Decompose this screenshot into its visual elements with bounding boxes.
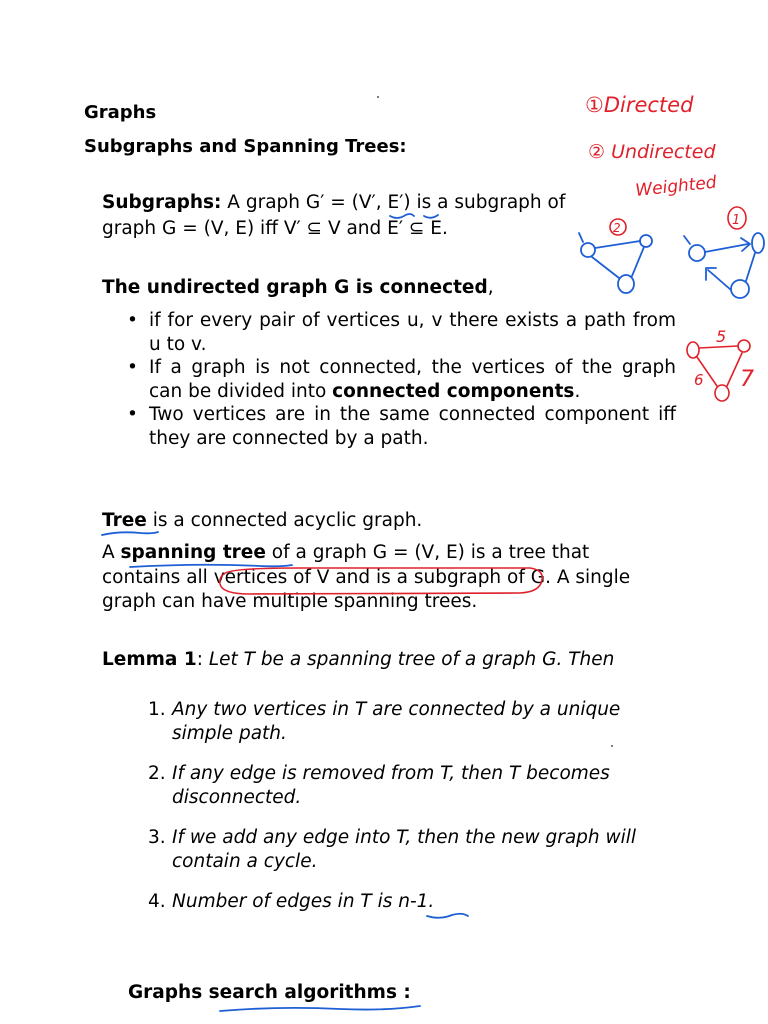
- lemma-item-1: [148, 698, 688, 745]
- undirected-graph-sketch: [579, 233, 652, 293]
- annotation-directed: ①Directed: [585, 93, 694, 117]
- lemma-item-text: If any edge is removed from T, then T becomes disconnected.: [172, 763, 610, 808]
- lemma-item-text: If we add any edge into T, then the new graph will contain a cycle.: [172, 827, 637, 872]
- spanning-text: of a graph G = (V, E) is a tree that: [265, 542, 590, 563]
- lemma-item-2: [148, 762, 688, 809]
- search-colon: :: [396, 982, 411, 1003]
- subgraphs-text: A graph G′ = (: [221, 192, 359, 213]
- n-minus-1: n-1.: [398, 891, 435, 912]
- circled-number-1: 1: [732, 213, 741, 228]
- spanning-text: contains all: [102, 566, 214, 588]
- bullet-bold-term: connected components: [332, 380, 575, 402]
- lemma-colon: :: [196, 649, 209, 670]
- annotation-undirected: ② Undirected: [588, 141, 716, 163]
- lemma-item-3: [148, 826, 708, 873]
- bullet-text: .: [574, 380, 581, 402]
- subgraphs-label: Subgraphs:: [102, 192, 222, 213]
- weight-5: 5: [716, 327, 727, 346]
- list-item: • if for every pair of vertices u, v there exists a path from u to v.: [125, 309, 676, 356]
- list-item: • Two vertices are in the same connected component iff they are connected by a path.: [125, 403, 676, 450]
- circled-number-2: 2: [613, 221, 621, 235]
- lemma-item-number: 4.: [148, 891, 166, 912]
- spanning-line-1: [102, 541, 682, 566]
- directed-graph-sketch: [684, 233, 764, 298]
- weighted-graph-sketch: [687, 327, 754, 401]
- lemma-item-text: Any two vertices in T are connected by a unique simple path.: [172, 699, 621, 744]
- spanning-tree-definition: [102, 541, 682, 615]
- stray-mark: [611, 745, 613, 747]
- lemma-item-text: Number of edges in T is: [172, 891, 399, 912]
- search-text: Graphs: [128, 982, 209, 1003]
- spanning-tree-term: spanning tree: [120, 542, 266, 563]
- v-prime: V′: [358, 192, 376, 213]
- e-prime: E′: [387, 192, 404, 213]
- subgraphs-line-1: [102, 190, 642, 216]
- connected-heading: [102, 275, 494, 301]
- tree-term: Tree: [102, 510, 147, 531]
- connected-heading-suffix: ,: [487, 277, 494, 298]
- stray-mark: [377, 96, 379, 98]
- tree-text: is a connected acyclic graph.: [146, 510, 423, 531]
- section-heading: Subgraphs and Spanning Trees:: [84, 136, 407, 157]
- search-algorithms-heading: [128, 982, 411, 1003]
- spanning-line-3: graph can have multiple spanning trees.: [102, 591, 478, 612]
- lemma-item-number: 1.: [148, 699, 166, 720]
- page-title: Graphs: [84, 102, 157, 123]
- subgraphs-text: ) is a subgraph of: [403, 192, 566, 213]
- spanning-text: of G. A single: [501, 566, 631, 588]
- weight-7: 7: [740, 367, 754, 392]
- bullet-text: If a graph is not connected, the vertices of the graph can be divided into: [149, 357, 676, 402]
- subgraphs-line-2: graph G = (V, E) iff V′ ⊆ V and E′ ⊆ E.: [102, 218, 448, 239]
- lemma-label: Lemma 1: [102, 649, 197, 670]
- circled-phrase: vertices of V and is a subgraph: [213, 566, 502, 588]
- lemma-heading: [102, 647, 614, 673]
- spanning-text: A: [102, 542, 121, 563]
- search-algorithms-term: search algorithms: [208, 982, 397, 1003]
- circled-number-1-ring: [728, 207, 746, 229]
- lemma-statement: Let T be a spanning tree of a graph G. Then: [208, 649, 615, 670]
- annotation-weighted: Weighted: [634, 172, 718, 201]
- connected-heading-text: The undirected graph G is connected: [102, 277, 488, 298]
- spanning-line-2: [102, 566, 682, 591]
- weight-6: 6: [694, 371, 704, 389]
- tree-definition: [102, 508, 422, 534]
- lemma-item-number: 3.: [148, 827, 166, 848]
- list-item: [125, 356, 676, 403]
- lemma-item-4: [148, 890, 688, 914]
- subgraphs-text: ,: [375, 192, 388, 213]
- subgraphs-definition: [102, 190, 642, 242]
- n-minus-1-underline: [427, 914, 468, 918]
- connected-bullet-list: [125, 309, 676, 450]
- lemma-item-number: 2.: [148, 763, 166, 784]
- search-algorithms-underline: [220, 1006, 420, 1011]
